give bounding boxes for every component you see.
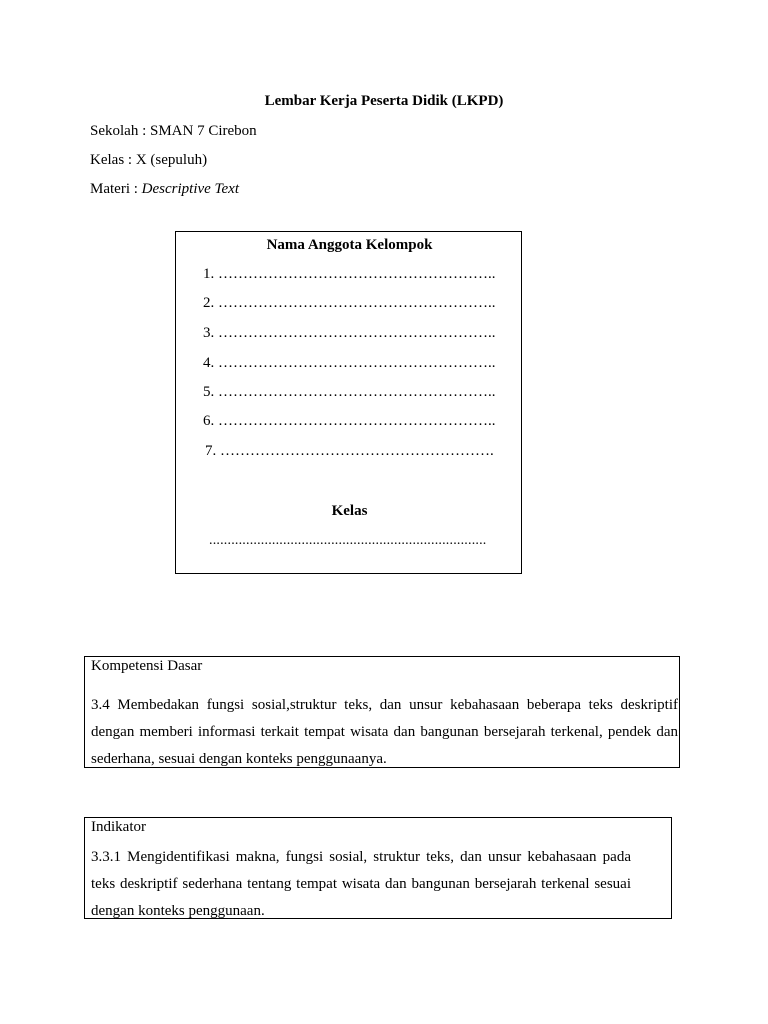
indikator-text: 3.3.1 Mengidentifikasi makna, fungsi sosial, struktur teks, dan unsur kebahasaan pada teks deskriptif sederhana tentang tempat wisata dan bangunan bersejarah terkenal sesuai dengan konteks penggunaan. [91, 849, 631, 919]
member-line-2[interactable]: 2. ……………………………………………….. [203, 295, 496, 311]
kompetensi-dasar-text: 3.4 Membedakan fungsi sosial,struktur teks, dan unsur kebahasaan beberapa teks deskriptif dengan memberi informasi terkait tempat wisata dan bangunan bersejarah terkenal, pendek dan sederhana, sesuai dengan konteks penggunaanya. [91, 697, 678, 767]
indikator-box [84, 817, 672, 919]
kelas-heading: Kelas [331, 503, 368, 519]
class-label: Kelas : [90, 152, 136, 168]
member-line-4[interactable]: 4. ……………………………………………….. [203, 355, 496, 371]
kompetensi-dasar-box [84, 656, 680, 768]
indikator-label: Indikator [91, 819, 146, 835]
subject-field [90, 181, 239, 198]
document-title: Lembar Kerja Peserta Didik (LKPD) [264, 93, 504, 109]
member-line-7[interactable]: 7. ………………………………………………. [205, 443, 494, 459]
class-value: X (sepuluh) [135, 152, 208, 168]
kompetensi-dasar-label: Kompetensi Dasar [91, 658, 203, 674]
subject-value: Descriptive Text [141, 181, 239, 197]
member-line-3[interactable]: 3. ……………………………………………….. [203, 325, 496, 341]
school-field [90, 123, 257, 140]
school-value: SMAN 7 Cirebon [150, 123, 257, 139]
class-field [90, 152, 207, 169]
member-line-5[interactable]: 5. ……………………………………………….. [203, 384, 496, 400]
members-heading: Nama Anggota Kelompok [266, 237, 433, 253]
subject-label: Materi : [90, 181, 142, 197]
school-label: Sekolah : [90, 123, 150, 139]
member-line-6[interactable]: 6. ……………………………………………….. [203, 413, 496, 429]
group-members-box [175, 231, 522, 574]
member-line-1[interactable]: 1. ……………………………………………….. [203, 266, 496, 282]
kelas-blank-line[interactable]: ........................................................................... [209, 533, 487, 548]
